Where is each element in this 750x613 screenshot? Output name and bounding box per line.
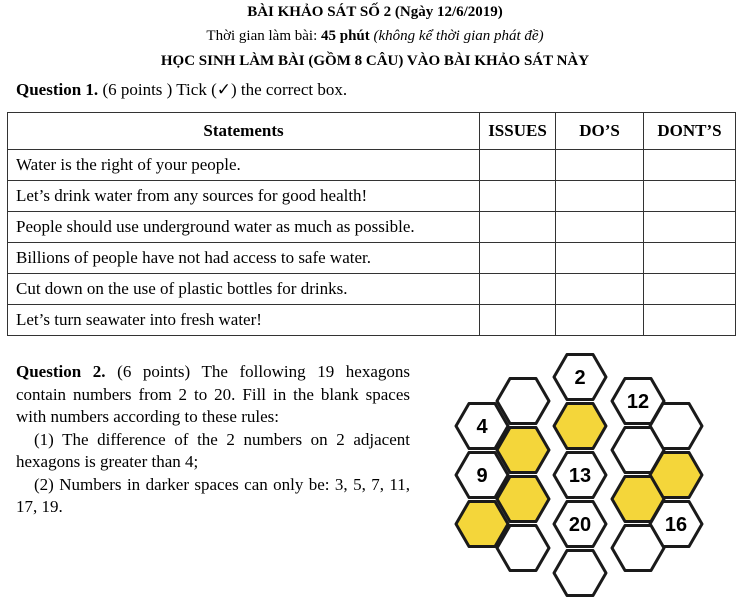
hexagon-cell[interactable] xyxy=(497,379,549,424)
hexagon-shape xyxy=(497,379,549,424)
issues-tick-box[interactable] xyxy=(480,181,556,212)
hexagon-grid xyxy=(450,352,710,608)
time-note: (không kể thời gian phát đề) xyxy=(373,28,544,44)
issues-tick-box[interactable] xyxy=(480,150,556,181)
dos-tick-box[interactable] xyxy=(556,181,644,212)
table-row xyxy=(8,274,736,305)
statement-text: Water is the right of your people. xyxy=(8,150,480,181)
rule-2: (2) Numbers in darker spaces can only be: 3, 5, 7, 11, 17, 19. xyxy=(16,474,410,516)
hexagon-cell[interactable] xyxy=(554,551,606,596)
question-2-intro xyxy=(16,361,410,429)
instruction-line: HỌC SINH LÀM BÀI (GỒM 8 CÂU) VÀO BÀI KHẢO SÁT NÀY xyxy=(160,53,590,69)
shaded-hexagon[interactable] xyxy=(497,477,549,522)
hexagon-number: 12 xyxy=(626,391,650,413)
table-header-row xyxy=(8,113,736,150)
donts-tick-box[interactable] xyxy=(644,181,736,212)
header-dos: DO’S xyxy=(556,113,644,150)
question-2-label: Question 2. xyxy=(16,362,106,381)
hexagon-shape xyxy=(554,551,606,596)
hexagon-number: 20 xyxy=(568,514,592,536)
dos-tick-box[interactable] xyxy=(556,274,644,305)
table-row xyxy=(8,212,736,243)
statement-text: Let’s turn seawater into fresh water! xyxy=(8,305,480,336)
dos-tick-box[interactable] xyxy=(556,305,644,336)
time-label: Thời gian làm bài: xyxy=(206,28,318,44)
header-issues: ISSUES xyxy=(480,113,556,150)
shaded-hexagon[interactable] xyxy=(554,404,606,449)
donts-tick-box[interactable] xyxy=(644,305,736,336)
header-statements: Statements xyxy=(8,113,480,150)
time-value: 45 phút xyxy=(321,28,370,44)
dos-tick-box[interactable] xyxy=(556,243,644,274)
hexagon-cell xyxy=(554,502,606,547)
dos-tick-box[interactable] xyxy=(556,212,644,243)
issues-tick-box[interactable] xyxy=(480,243,556,274)
table-row xyxy=(8,243,736,274)
hexagon-number: 13 xyxy=(568,465,592,487)
hexagon-number: 16 xyxy=(664,514,688,536)
hexagon-shape xyxy=(497,477,549,522)
dos-tick-box[interactable] xyxy=(556,150,644,181)
question-1-heading xyxy=(16,80,347,100)
question-2-block xyxy=(16,361,410,519)
shaded-hexagon[interactable] xyxy=(497,428,549,473)
donts-tick-box[interactable] xyxy=(644,150,736,181)
hexagon-shape xyxy=(497,526,549,571)
time-line xyxy=(0,28,750,45)
question-1-label: Question 1. xyxy=(16,80,99,99)
issues-tick-box[interactable] xyxy=(480,274,556,305)
hexagon-cell[interactable] xyxy=(612,526,664,571)
survey-title: BÀI KHẢO SÁT SỐ 2 (Ngày 12/6/2019) xyxy=(247,4,503,20)
donts-tick-box[interactable] xyxy=(644,243,736,274)
hexagon-number: 4 xyxy=(476,416,488,438)
table-row xyxy=(8,305,736,336)
donts-tick-box[interactable] xyxy=(644,274,736,305)
table-row xyxy=(8,181,736,212)
header-donts: DONT’S xyxy=(644,113,736,150)
table-row xyxy=(8,150,736,181)
statement-text: Billions of people have not had access to safe water. xyxy=(8,243,480,274)
issues-tick-box[interactable] xyxy=(480,212,556,243)
hexagon-number: 9 xyxy=(476,465,488,487)
hexagon-cell xyxy=(554,355,606,400)
question-1-text: (6 points ) Tick (✓) the correct box. xyxy=(102,80,348,99)
hexagon-cell xyxy=(554,453,606,498)
hexagon-number: 2 xyxy=(574,367,586,389)
statement-text: Cut down on the use of plastic bottles for drinks. xyxy=(8,274,480,305)
hexagon-shape xyxy=(554,404,606,449)
hexagon-shape xyxy=(497,428,549,473)
donts-tick-box[interactable] xyxy=(644,212,736,243)
question-2-text: (6 points) The following 19 hexagons contain numbers from 2 to 20. Fill in the blank spaces with numbers according to these rules: xyxy=(16,362,411,426)
hexagon-cell[interactable] xyxy=(497,526,549,571)
hexagon-shape xyxy=(612,526,664,571)
statement-text: Let’s drink water from any sources for good health! xyxy=(8,181,480,212)
statements-table xyxy=(7,112,736,336)
statement-text: People should use underground water as much as possible. xyxy=(8,212,480,243)
rule-1: (1) The difference of the 2 numbers on 2 adjacent hexagons is greater than 4; xyxy=(16,429,410,471)
issues-tick-box[interactable] xyxy=(480,305,556,336)
